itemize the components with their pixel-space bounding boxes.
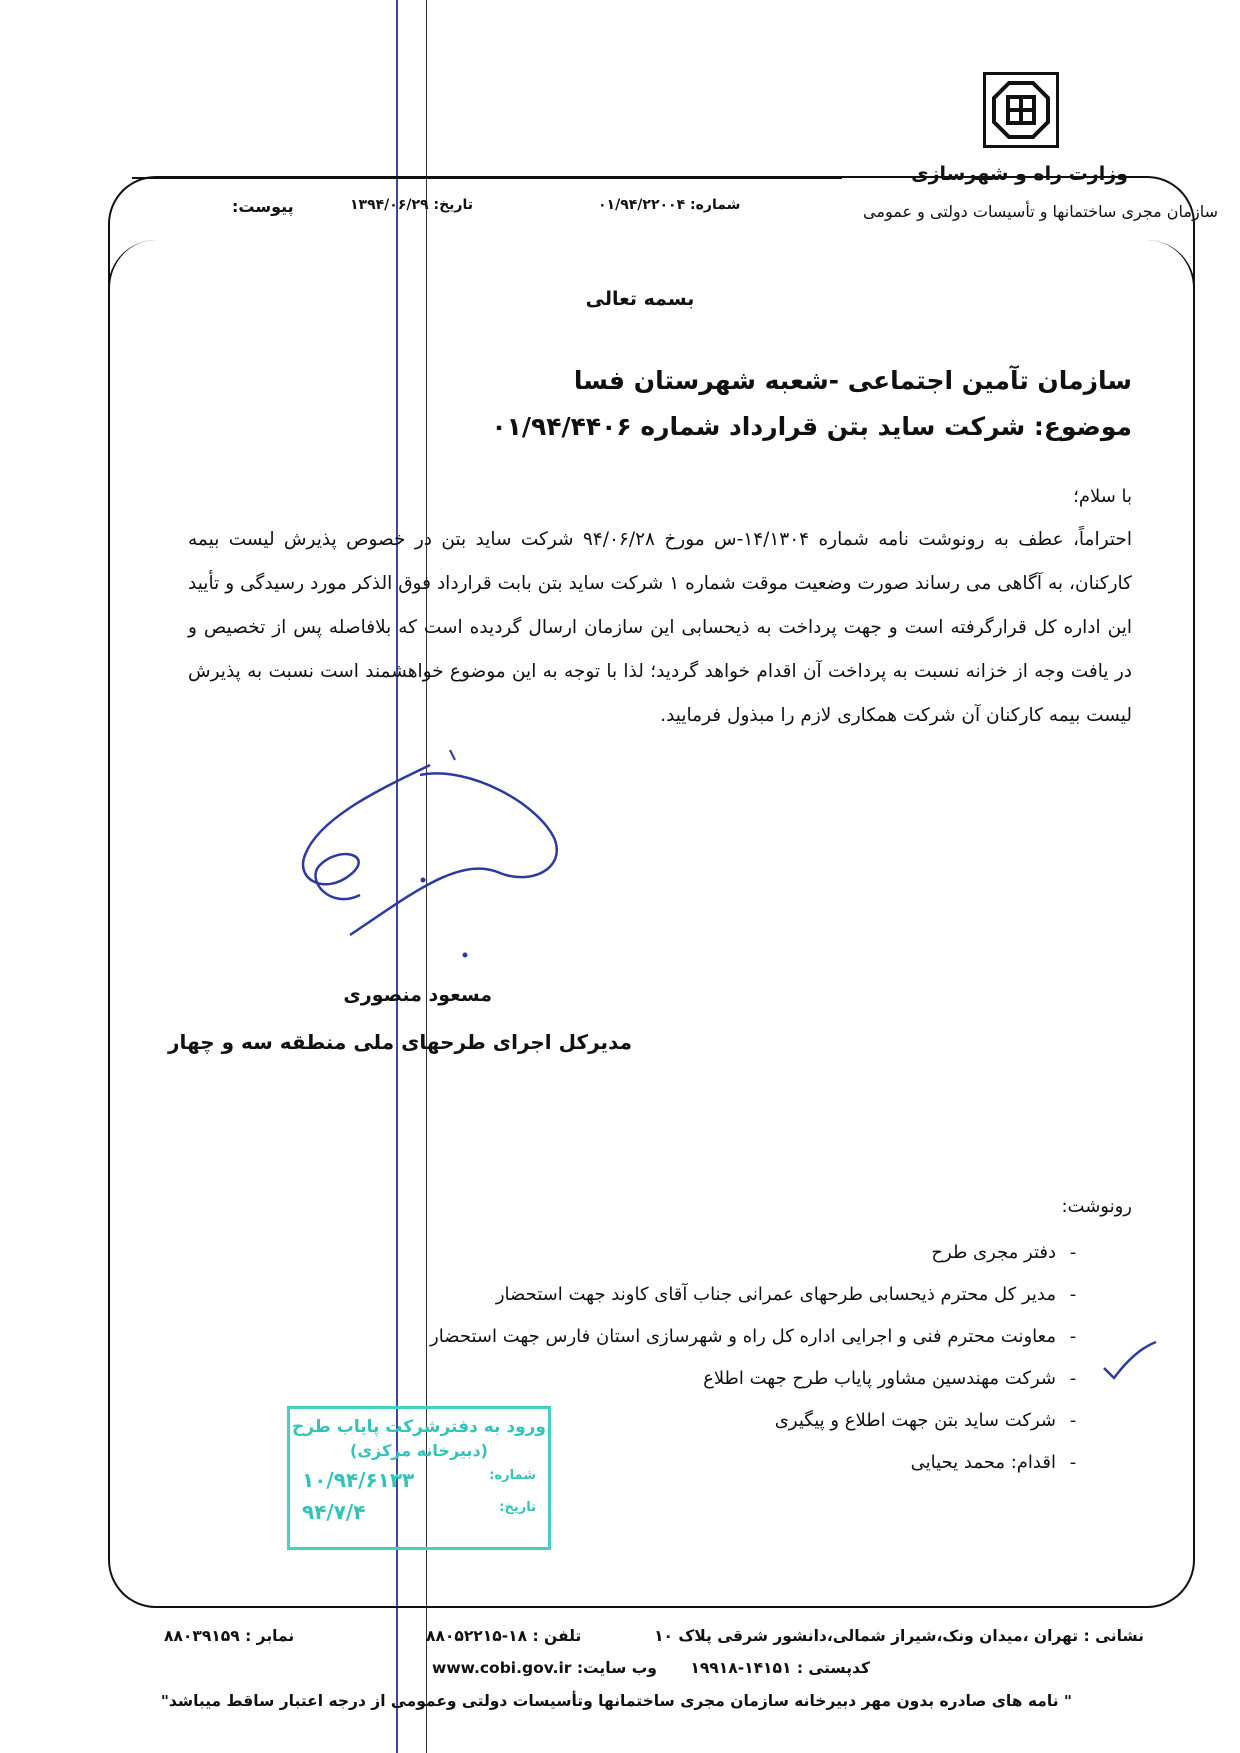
footer-website-link[interactable]: www.cobi.gov.ir [432,1659,572,1677]
bismillah: بسمه تعالی [585,288,695,310]
cc-dash: - [1069,1284,1077,1305]
footer-postal: کدپستی : ۱۴۱۵۱-۱۹۹۱۸ [690,1659,870,1677]
signer-title: مدیرکل اجرای طرحهای ملی منطقه سه و چهار [168,1030,632,1054]
footer-phone: تلفن : ۱۸-۸۸۰۵۲۲۱۵ [426,1627,582,1645]
ministry-name: وزارت راه و شهرسازی [911,163,1128,185]
letter-number-value: ۰۱/۹۴/۲۲۰۰۴ [598,197,686,213]
cc-dash: - [1069,1242,1077,1263]
cc-dash: - [1069,1326,1077,1347]
cc-item-text: شرکت ساید بتن جهت اطلاع و پیگیری [774,1410,1056,1431]
stamp-number-label: شماره: [489,1468,536,1483]
stamp-number-value: ۱۰/۹۴/۶۱۳۳ [302,1468,415,1492]
ministry-logo [983,72,1059,148]
signer-name: مسعود منصوری [343,984,492,1006]
ministry-emblem-icon [992,81,1050,139]
letter-date-value: ۱۳۹۴/۰۶/۲۹ [350,197,429,213]
cc-item-text: اقدام: محمد یحیایی [910,1452,1056,1473]
organization-name: سازمان مجری ساختمانها و تأسیسات دولتی و عمومی [863,202,1218,221]
subject: موضوع: شرکت ساید بتن قرارداد شماره ۰۱/۹۴/۴۴۰۶ [491,412,1132,441]
footer-website-label: وب سایت: [576,1659,657,1677]
letter-body: احتراماً، عطف به رونوشت نامه شماره ۱۴/۱۳۰۴-س مورخ ۹۴/۰۶/۲۸ شرکت ساید بتن در خصوص پذیرش لیست بیمه کارکنان، به آگاهی می رساند صورت وضعیت موقت شماره ۱ شرکت ساید بتن بابت قرارداد فوق الذکر مورد رسیدگی و تأیید این اداره کل قرارگرفته است و جهت پرداخت به ذیحسابی این سازمان ارسال گردیده است که بلافاصله پس از تخصیص و در یافت وجه از خزانه نسبت به پرداخت آن اقدام خواهد گردید؛ لذا با توجه به این موضوع خواهشمند است نسبت به پذیرش لیست بیمه کارکنان آن شرکت همکاری لازم را مبذول فرمایید. [188,529,1132,726]
cc-item-text: معاونت محترم فنی و اجرایی اداره کل راه و شهرسازی استان فارس جهت استحضار [430,1326,1056,1347]
letter-date-label: تاریخ: [433,197,473,213]
footer-address: نشانی : تهران ،میدان ونک،شیراز شمالی،دانشور شرقی پلاک ۱۰ [654,1627,1144,1645]
stamp-line1: ورود به دفترشرکت پایاب طرح [291,1417,546,1437]
stamp-date-label: تاریخ: [499,1500,536,1515]
stamp-date-value: ۹۴/۷/۴ [302,1500,366,1524]
stamp-line2: (دبیرخانه مرکزی) [350,1441,488,1460]
footer-fax: نمابر : ۸۸۰۳۹۱۵۹ [164,1627,295,1645]
handwritten-signature [280,745,580,975]
cc-dash: - [1069,1410,1077,1431]
footer-website [432,1659,657,1677]
stamp-number-row [290,1468,548,1492]
cc-item [190,1274,1090,1316]
cc-dash: - [1069,1368,1077,1389]
receipt-stamp [287,1406,551,1550]
cc-item [190,1316,1090,1358]
cc-item [190,1232,1090,1274]
cc-item [190,1358,1090,1400]
stamp-date-row [290,1500,548,1524]
cc-item-text: شرکت مهندسین مشاور پایاب طرح جهت اطلاع [703,1368,1056,1389]
checkmark-icon [1100,1338,1160,1382]
cc-item-text: دفتر مجری طرح [931,1242,1056,1263]
addressee: سازمان تآمین اجتماعی -شعبه شهرستان فسا [573,366,1132,395]
letter-number-label: شماره: [690,197,741,213]
greeting: با سلام؛ [1073,486,1132,507]
attachment-label: پیوست: [232,197,294,216]
cc-item-text: مدیر کل محترم ذیحسابی طرحهای عمرانی جناب آقای کاوند جهت استحضار [495,1284,1056,1305]
footer-notice: " نامه های صادره بدون مهر دبیرخانه سازمان مجری ساختمانها وتأسیسات دولتی وعمومی از درجه اعتبار ساقط میباشد" [160,1692,1072,1710]
cc-dash: - [1069,1452,1077,1473]
cc-title: رونوشت: [1061,1196,1132,1217]
